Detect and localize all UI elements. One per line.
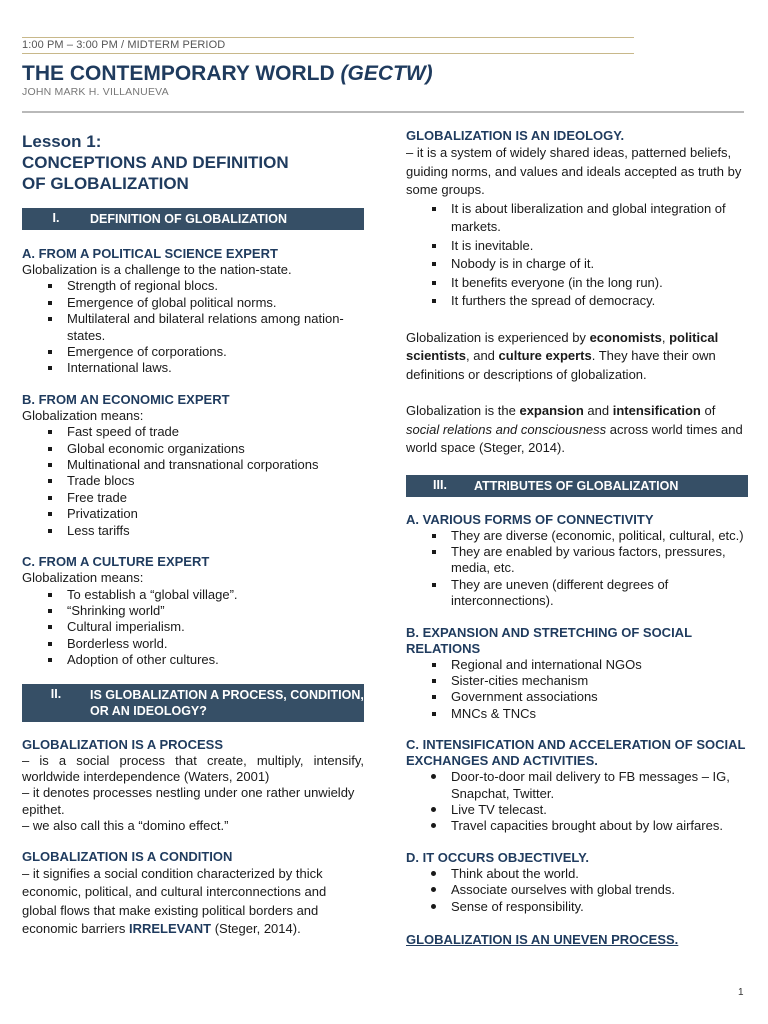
list-item: Government associations (406, 689, 748, 705)
section-title: DEFINITION OF GLOBALIZATION (90, 212, 287, 226)
bold-text: expansion (519, 403, 584, 418)
subsection-heading: GLOBALIZATION IS A CONDITION (22, 848, 233, 864)
list-item: Global economic organizations (22, 441, 364, 457)
subsection-heading: C. INTENSIFICATION AND ACCELERATION OF SOCIAL EXCHANGES AND ACTIVITIES. (406, 737, 746, 769)
list-item: Multilateral and bilateral relations among nation-states. (22, 311, 364, 344)
title-main: THE CONTEMPORARY WORLD (22, 62, 335, 85)
bullet-list (22, 278, 364, 376)
bold-text: political scientists (406, 329, 719, 363)
bold-text: economists (589, 329, 662, 345)
list-item: Nobody is in charge of it. (406, 255, 748, 274)
subsection-heading: GLOBALIZATION IS AN UNEVEN PROCESS. (406, 932, 679, 947)
text: , and (465, 348, 495, 363)
list-item: MNCs & TNCs (406, 706, 748, 722)
list-item: They are enabled by various factors, pressures, media, etc. (406, 544, 748, 577)
paragraph (22, 865, 364, 939)
subsection-heading: GLOBALIZATION IS A PROCESS (22, 736, 224, 752)
bullet-list (22, 424, 364, 539)
text: Globalization is the (406, 403, 516, 418)
text: . They have their own definitions or descriptions of globalization. (406, 348, 716, 382)
text: Globalization is experienced by (406, 329, 586, 345)
section-bar-3 (406, 475, 748, 497)
header-top-rule (22, 37, 634, 38)
bold-text: intensification (612, 403, 701, 418)
section-number: I. (52, 211, 60, 225)
list-item: Privatization (22, 506, 364, 522)
list-item: Strength of regional blocs. (22, 278, 364, 294)
header-divider (22, 111, 744, 113)
paragraph (406, 329, 748, 385)
subsection-intro: Globalization means: (22, 407, 144, 423)
section-title: IS GLOBALIZATION A PROCESS, CONDITION, OR AN IDEOLOGY? (90, 687, 364, 718)
bold-text: culture experts (498, 348, 592, 363)
subsection-heading: A. FROM A POLITICAL SCIENCE EXPERT (22, 246, 278, 261)
list-item: Sense of responsibility. (406, 899, 748, 915)
subsection-intro: Globalization is a challenge to the nation-state. (22, 262, 292, 277)
list-item: Cultural imperialism. (22, 619, 364, 635)
lesson-number: Lesson 1: (22, 132, 102, 151)
list-item: Fast speed of trade (22, 424, 364, 440)
page-number: 1 (738, 987, 744, 998)
subsection-heading: D. IT OCCURS OBJECTIVELY. (406, 849, 589, 865)
list-item: They are uneven (different degrees of interconnections). (406, 577, 748, 610)
list-item: Door-to-door mail delivery to FB messages – IG, Snapchat, Twitter. (406, 769, 748, 802)
bullet-list (406, 657, 748, 723)
list-item: Less tariffs (22, 523, 364, 539)
subsection-heading: B. EXPANSION AND STRETCHING OF SOCIAL RELATIONS (406, 624, 692, 656)
subsection-heading: A. VARIOUS FORMS OF CONNECTIVITY (406, 511, 654, 527)
section-number: II. (50, 686, 62, 701)
list-item: Trade blocs (22, 473, 364, 489)
subsection-heading: GLOBALIZATION IS AN IDEOLOGY. (406, 128, 625, 143)
section-bar-2 (22, 684, 364, 722)
section-title: ATTRIBUTES OF GLOBALIZATION (474, 478, 679, 493)
subsection-heading: C. FROM A CULTURE EXPERT (22, 554, 210, 570)
text: , (661, 329, 666, 345)
highlight-word: IRRELEVANT (128, 921, 212, 937)
list-item: Emergence of corporations. (22, 344, 364, 360)
text: and (587, 403, 610, 418)
subsection-heading: B. FROM AN ECONOMIC EXPERT (22, 391, 230, 407)
list-item: It furthers the spread of democracy. (406, 292, 748, 311)
lesson-title-line1: CONCEPTIONS AND DEFINITION (22, 153, 289, 172)
list-item: Live TV telecast. (406, 802, 748, 818)
citation: (Steger, 2014). (214, 921, 301, 937)
page-title (22, 62, 433, 86)
paragraph: – it denotes processes nestling under one rather unwieldy epithet. (22, 785, 355, 817)
left-column (22, 128, 364, 939)
paragraph-text: – it signifies a social condition characterized by thick economic, political, and cultural interconnections and global flows that make existing political borders and economic barriers (22, 865, 327, 937)
list-item: Travel capacities brought about by low airfares. (406, 818, 748, 834)
list-item: Sister-cities mechanism (406, 673, 748, 689)
text: across world times and world space (Steger, 2014). (406, 421, 743, 455)
bullet-list (406, 200, 748, 311)
section-number: III. (433, 477, 447, 492)
list-item: Adoption of other cultures. (22, 652, 364, 668)
title-code: (GECTW) (340, 62, 433, 85)
period-label: 1:00 PM – 3:00 PM / MIDTERM PERIOD (22, 39, 226, 51)
section-bar-1 (22, 208, 364, 230)
paragraph: – we also call this a “domino effect.” (22, 818, 229, 834)
list-item: International laws. (22, 360, 364, 376)
list-item: Multinational and transnational corporations (22, 457, 364, 473)
text: of (704, 403, 716, 418)
list-item: Think about the world. (406, 866, 748, 882)
list-item: Borderless world. (22, 636, 364, 652)
subsection-intro: Globalization means: (22, 570, 144, 586)
list-item: It is about liberalization and global integration of markets. (406, 200, 748, 237)
list-item: Free trade (22, 490, 364, 506)
bullet-list (22, 587, 364, 669)
header-bottom-rule (22, 53, 634, 54)
italic-text: social relations and consciousness (406, 421, 607, 437)
list-item: “Shrinking world” (22, 603, 364, 619)
list-item: It is inevitable. (406, 237, 748, 256)
right-column (406, 128, 748, 948)
list-item: Emergence of global political norms. (22, 295, 364, 311)
bullet-list (406, 528, 748, 610)
paragraph: – is a social process that create, multiply, intensify, worldwide interdependence (Waters, 2001) (22, 752, 364, 784)
list-item: It benefits everyone (in the long run). (406, 274, 748, 293)
paragraph (406, 402, 748, 458)
lesson-title-line2: OF GLOBALIZATION (22, 174, 189, 193)
list-item: Regional and international NGOs (406, 657, 748, 673)
author-name: JOHN MARK H. VILLANUEVA (22, 86, 169, 98)
list-item: Associate ourselves with global trends. (406, 882, 748, 898)
paragraph: – it is a system of widely shared ideas, patterned beliefs, guiding norms, and values and ideals accepted as truth by some groups. (406, 145, 742, 197)
bullet-list (406, 866, 748, 915)
list-item: They are diverse (economic, political, cultural, etc.) (406, 528, 748, 544)
list-item: To establish a “global village”. (22, 587, 364, 603)
bullet-list (406, 769, 748, 835)
